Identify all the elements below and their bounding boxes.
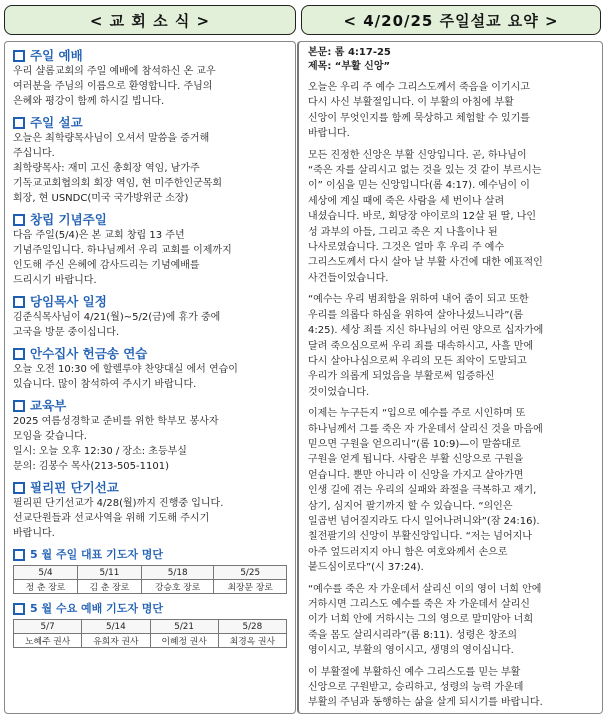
section-pastor-schedule	[13, 293, 287, 340]
section-choir-practice	[13, 345, 287, 392]
section-worship	[13, 47, 287, 109]
section-sermon	[13, 114, 287, 206]
checkbox-square-icon	[13, 603, 25, 615]
name-cell: 최경옥 권사	[218, 634, 286, 648]
section-title: 안수집사 헌금송 연습	[30, 346, 148, 361]
section-body: 다음 주일(5/4)은 본 교회 창립 13 주년 기념주일입니다. 하나님께서 우리 교회를 이제까지 인도해 주신 은혜에 감사드리는 기념예배를 드리시기 바랍니다.	[13, 230, 232, 286]
prayer-wednesday-table	[13, 619, 287, 648]
prayer-sunday-table	[13, 565, 287, 594]
section-body: 오늘은 최학량목사님이 오셔서 말씀을 증거해 주십니다. 최학량목사: 재미 고신 총회장 역임, 남가주 기독교교회협의회 회장 역임, 현 미주한인군목회 회장, 현 USNDC(미국 국가방위군 소장)	[13, 133, 223, 204]
date-cell: 5/7	[14, 620, 82, 634]
section-body: 우리 샬롬교회의 주일 예배에 참석하신 온 교우 여러분을 주님의 이름으로 환영합니다. 주님의 은혜와 평강이 함께 하시길 빕니다.	[13, 66, 216, 107]
name-cell: 김 춘 장로	[77, 580, 141, 594]
sermon-summary-title: < 4/20/25 주일설교 요약 >	[343, 11, 559, 30]
table-row	[14, 580, 287, 594]
section-prayer-wednesday	[13, 600, 287, 648]
section-education	[13, 397, 287, 474]
church-news-header	[4, 5, 296, 35]
section-title: 5 월 주일 대표 기도자 명단	[30, 548, 164, 561]
sermon-paragraph: 오늘은 우리 주 예수 그리스도께서 죽음을 이기시고 다시 사신 부활절입니다. 이 부활의 아침에 부활 신앙이 무엇인지를 함께 묵상하고 체험할 수 있기를 바랍니다.	[308, 82, 530, 140]
sermon-title: 제목: “부활 신앙”	[308, 61, 391, 72]
section-title: 교육부	[30, 398, 67, 413]
sermon-paragraph: 이 부활절에 부활하신 예수 그리스도를 믿는 부활 신앙으로 구원받고, 승리하고, 성령의 능력 가운데 부활의 주님과 동행하는 삶을 살게 되시기를 바랍니다.	[308, 666, 543, 709]
section-prayer-sunday	[13, 546, 287, 594]
name-cell: 강승호 장로	[141, 580, 214, 594]
checkbox-square-icon	[13, 400, 25, 412]
sermon-scripture: 본문: 롬 4:17-25	[308, 47, 391, 58]
church-news-panel	[4, 41, 296, 714]
section-mission	[13, 479, 287, 541]
date-cell: 5/25	[214, 566, 287, 580]
date-cell: 5/4	[14, 566, 78, 580]
section-title: 창립 기념주일	[30, 212, 107, 227]
table-row	[14, 566, 287, 580]
section-title: 주일 예배	[30, 48, 83, 63]
name-cell: 최장문 장로	[214, 580, 287, 594]
table-row	[14, 620, 287, 634]
name-cell: 정 춘 장로	[14, 580, 78, 594]
date-cell: 5/28	[218, 620, 286, 634]
sermon-summary-panel	[297, 41, 603, 714]
checkbox-square-icon	[13, 296, 25, 308]
section-title: 필리핀 단기선교	[30, 480, 119, 495]
section-body: 오늘 오전 10:30 에 할렐루야 찬양대실 에서 연습이 있습니다. 많이 참석하여 주시기 바랍니다.	[13, 364, 238, 390]
name-cell: 노혜주 권사	[14, 634, 82, 648]
section-title: 주일 설교	[30, 115, 83, 130]
sermon-summary-header	[301, 5, 601, 35]
table-row	[14, 634, 287, 648]
date-cell: 5/18	[141, 566, 214, 580]
section-title: 5 월 수요 예배 기도자 명단	[30, 602, 164, 615]
sermon-paragraph: 이제는 누구든지 “입으로 예수를 주로 시인하며 또 하나님께서 그를 죽은 자 가운데서 살리신 것을 마음에 믿으면 구원을 얻으리니”(롬 10:9)—이 말씀대로 구원을 얻게 됩니다. 사람은 부활 신앙으로 구원을 얻습니다. 뿐만 아니라 이 신앙을 가지고 살아가면 인생 길에 겪는 우리의 실패와 좌절을 극복하고 재기, 삼기, 심지어 팔기까지 할 수 있습니다. “의인은 일곱번 넘어질지라도 다시 일어나려니와”(잠 24:16). 칠전팔기의 신앙이 부활신앙입니다. “저는 넘어지나 아주 엎드러지지 아니 함은 여호와께서 손으로 붙드심이로다”(시 37:24).	[308, 408, 543, 574]
checkbox-square-icon	[13, 50, 25, 62]
sermon-paragraph: “예수를 죽은 자 가운데서 살리신 이의 영이 너희 안에 거하시면 그리스도 예수를 죽은 자 가운데서 살리신 이가 너희 안에 거하시는 그의 영으로 말미암아 너희 죽을 몸도 살리시리라”(롬 8:11). 성령은 창조의 영이시고, 부활의 영이시고, 생명의 영이십니다.	[308, 583, 542, 657]
section-body: 2025 여름성경학교 준비를 위한 학부모 봉사자 모임을 갖습니다. 일시: 오늘 오후 12:30 / 장소: 초등부실 문의: 김봉수 목사(213-505-1101)	[13, 416, 219, 472]
sermon-paragraph: 모든 진정한 신앙은 부활 신앙입니다. 곧, 하나님이 “죽은 자를 살리시고 없는 것을 있는 것 같이 부르시는 이” 이심을 믿는 신앙입니다(롬 4:17). 예수님이 이 세상에 계실 때에 죽은 사람을 세 번이나 살려 내셨습니다. 바로, 회당장 야이로의 12살 된 딸, 나인 성 과부의 아들, 그리고 죽은 지 나흘이나 된 나사로였습니다. 그것은 얼마 후 우리 주 예수 그리스도께서 다시 살아 날 부활 사건에 대한 예표적인 사건들이었습니다.	[308, 149, 543, 284]
checkbox-square-icon	[13, 214, 25, 226]
checkbox-square-icon	[13, 348, 25, 360]
checkbox-square-icon	[13, 549, 25, 561]
checkbox-square-icon	[13, 482, 25, 494]
name-cell: 유희자 권사	[82, 634, 150, 648]
section-anniversary	[13, 211, 287, 288]
name-cell: 이혜정 권사	[150, 634, 218, 648]
sermon-paragraph: “예수는 우리 범죄함을 위하여 내어 줌이 되고 또한 우리를 의롭다 하심을 위하여 살아나셨느니라”(롬 4:25). 세상 죄를 지신 하나님의 어린 양으로 십자가에 달려 죽으심으로써 우리 죄를 대속하시고, 사흘 만에 다시 살아나심으로써 우리의 모든 죄악이 도말되고 우리가 의롭게 되었음을 부활로써 입증하신 것이었습니다.	[308, 294, 544, 398]
church-news-title: < 교 회 소 식 >	[89, 11, 211, 30]
checkbox-square-icon	[13, 117, 25, 129]
section-body: 김준식목사님이 4/21(월)~5/2(금)에 휴가 중에 고국을 방문 중이십니다.	[13, 312, 221, 338]
date-cell: 5/14	[82, 620, 150, 634]
section-title: 당임목사 일정	[30, 294, 107, 309]
date-cell: 5/21	[150, 620, 218, 634]
section-body: 필리핀 단기선교가 4/28(월)까지 진행중 입니다. 선교단원들과 선교사역을 위해 기도해 주시기 바랍니다.	[13, 498, 224, 539]
date-cell: 5/11	[77, 566, 141, 580]
